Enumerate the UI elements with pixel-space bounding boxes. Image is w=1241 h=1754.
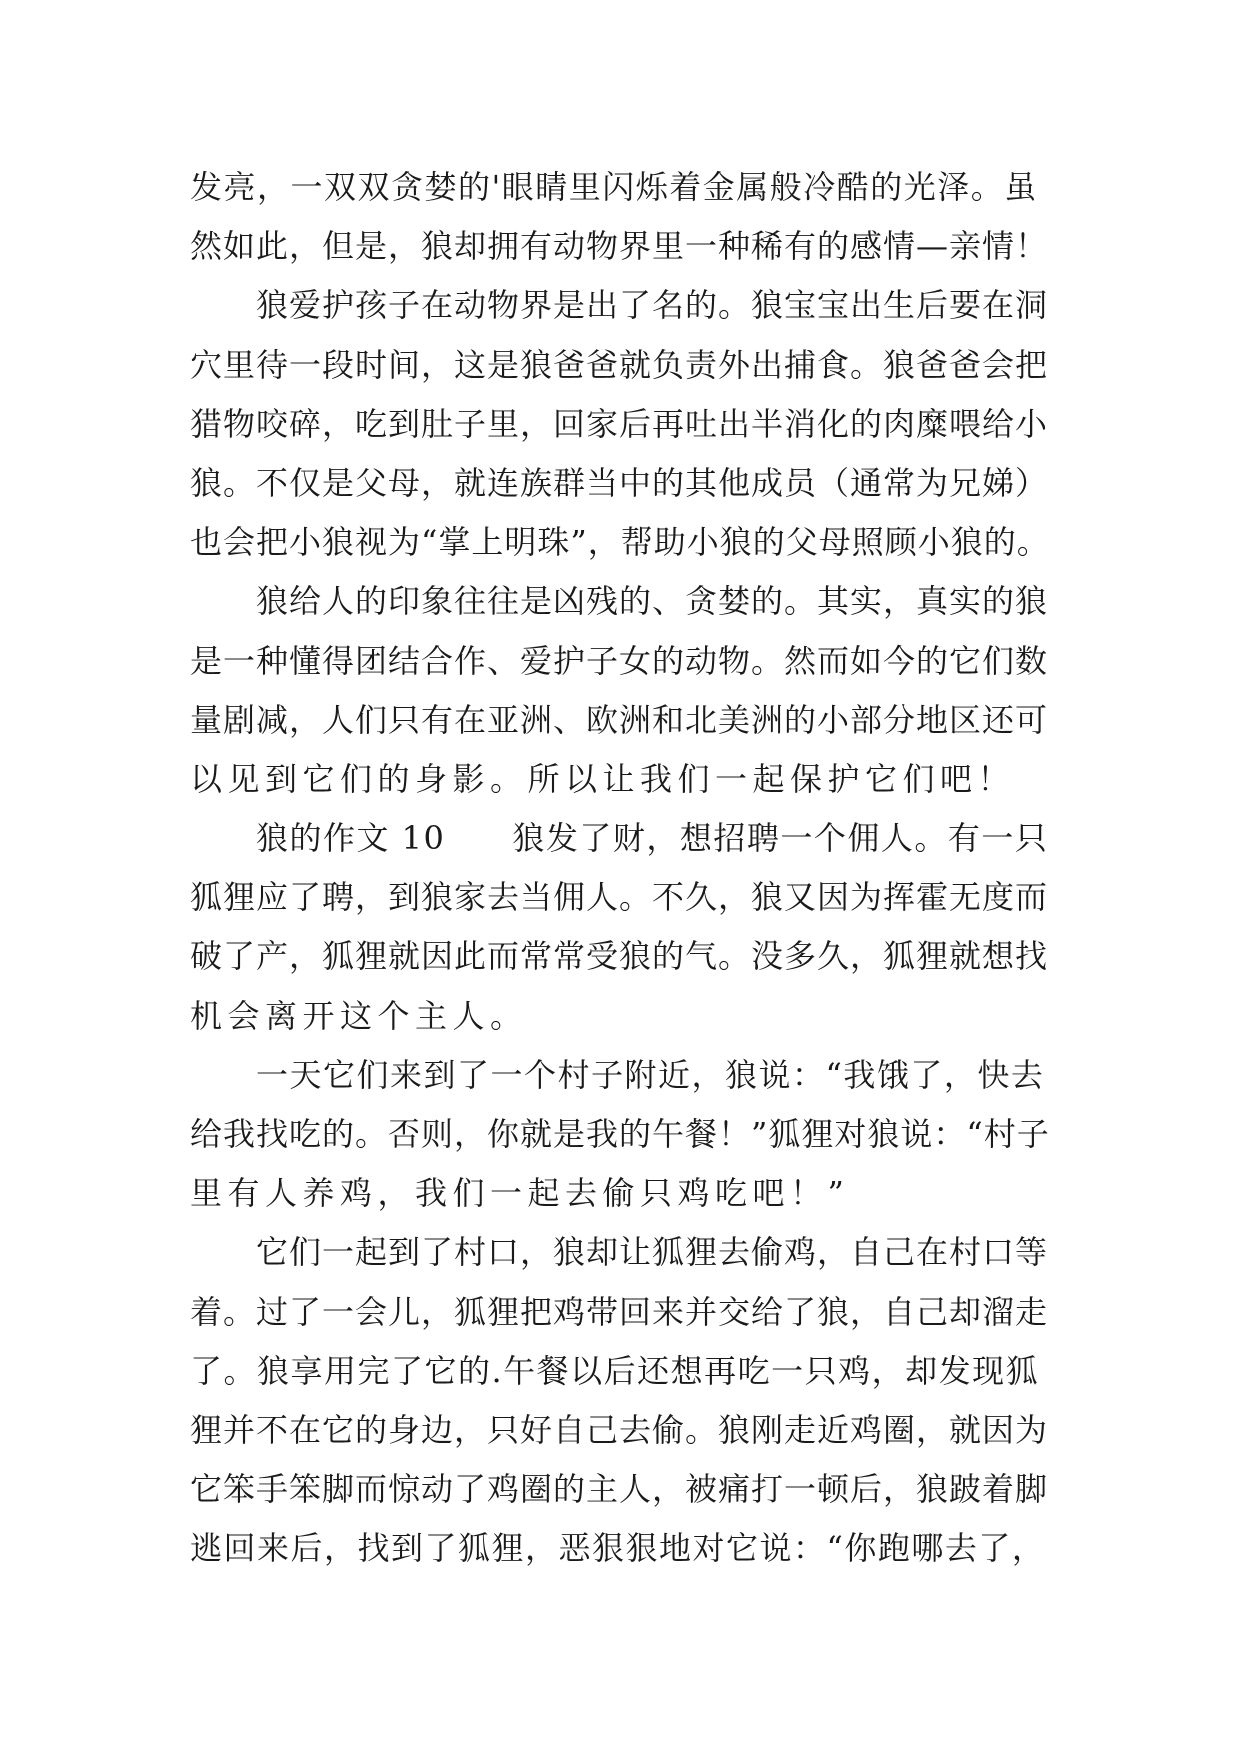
text-line: 给我找吃的。否则，你就是我的午餐！”狐狸对狼说：“村子 [190, 1115, 1050, 1153]
paragraph-5 [190, 1046, 1050, 1224]
text-line: 着。过了一会儿，狐狸把鸡带回来并交给了狼，自己却溜走 [190, 1292, 1049, 1331]
text-line: 机会离开这个主人。 [190, 996, 528, 1035]
paragraph-4 [190, 809, 1050, 1046]
text-line: 以见到它们的身影。所以让我们一起保护它们吧！ [190, 759, 1016, 798]
text-line: 也会把小狼视为“掌上明珠”，帮助小狼的父母照顾小狼的。 [190, 523, 1050, 562]
text-line: 逃回来后，找到了狐狸，恶狠狠地对它说：“你跑哪去了， [190, 1529, 1046, 1568]
text-line: 是一种懂得团结合作、爱护子女的动物。然而如今的它们数 [190, 641, 1049, 680]
text-line: 了。狼享用完了它的.午餐以后还想再吃一只鸡，却发现狐 [190, 1351, 1040, 1390]
paragraph-2 [190, 276, 1050, 572]
text-line: 一天它们来到了一个村子附近，狼说：“我饿了，快去 [256, 1055, 1045, 1094]
text-line: 狸并不在它的身边，只好自己去偷。狼刚走近鸡圈，就因为 [190, 1410, 1049, 1449]
paragraph-6 [190, 1223, 1050, 1578]
text-line: 狼爱护孩子在动物界是出了名的。狼宝宝出生后要在洞 [256, 286, 1049, 325]
text-line: 穴里待一段时间，这是狼爸爸就负责外出捕食。狼爸爸会把 [190, 345, 1049, 384]
text-line: 狼给人的印象往往是凶残的、贪婪的。其实，真实的狼 [256, 582, 1049, 621]
text-line: 它笨手笨脚而惊动了鸡圈的主人，被痛打一顿后，狼跛着脚 [190, 1470, 1049, 1509]
paragraph-1 [190, 158, 1050, 276]
text-line: 狼。不仅是父母，就连族群当中的其他成员（通常为兄娣） [190, 463, 1049, 502]
text-line: 破了产，狐狸就因此而常常受狼的气。没多久，狐狸就想找 [190, 937, 1049, 976]
text-line: 量剧减，人们只有在亚洲、欧洲和北美洲的小部分地区还可 [190, 700, 1049, 739]
article-body [190, 158, 1050, 1579]
text-line: 发亮，一双双贪婪的'眼睛里闪烁着金属般冷酷的光泽。虽 [190, 168, 1038, 206]
text-line: 狼的作文 10 狼发了财，想招聘一个佣人。有一只 [256, 819, 1049, 858]
paragraph-3 [190, 572, 1050, 809]
text-line: 里有人养鸡，我们一起去偷只鸡吃吧！” [190, 1174, 850, 1213]
text-line: 它们一起到了村口，狼却让狐狸去偷鸡，自己在村口等 [256, 1233, 1049, 1272]
text-line: 狐狸应了聘，到狼家去当佣人。不久，狼又因为挥霍无度而 [190, 878, 1049, 917]
text-line: 猎物咬碎，吃到肚子里，回家后再吐出半消化的肉糜喂给小 [190, 404, 1049, 443]
text-line: 然如此，但是，狼却拥有动物界里一种稀有的感情—亲情！ [190, 227, 1049, 266]
